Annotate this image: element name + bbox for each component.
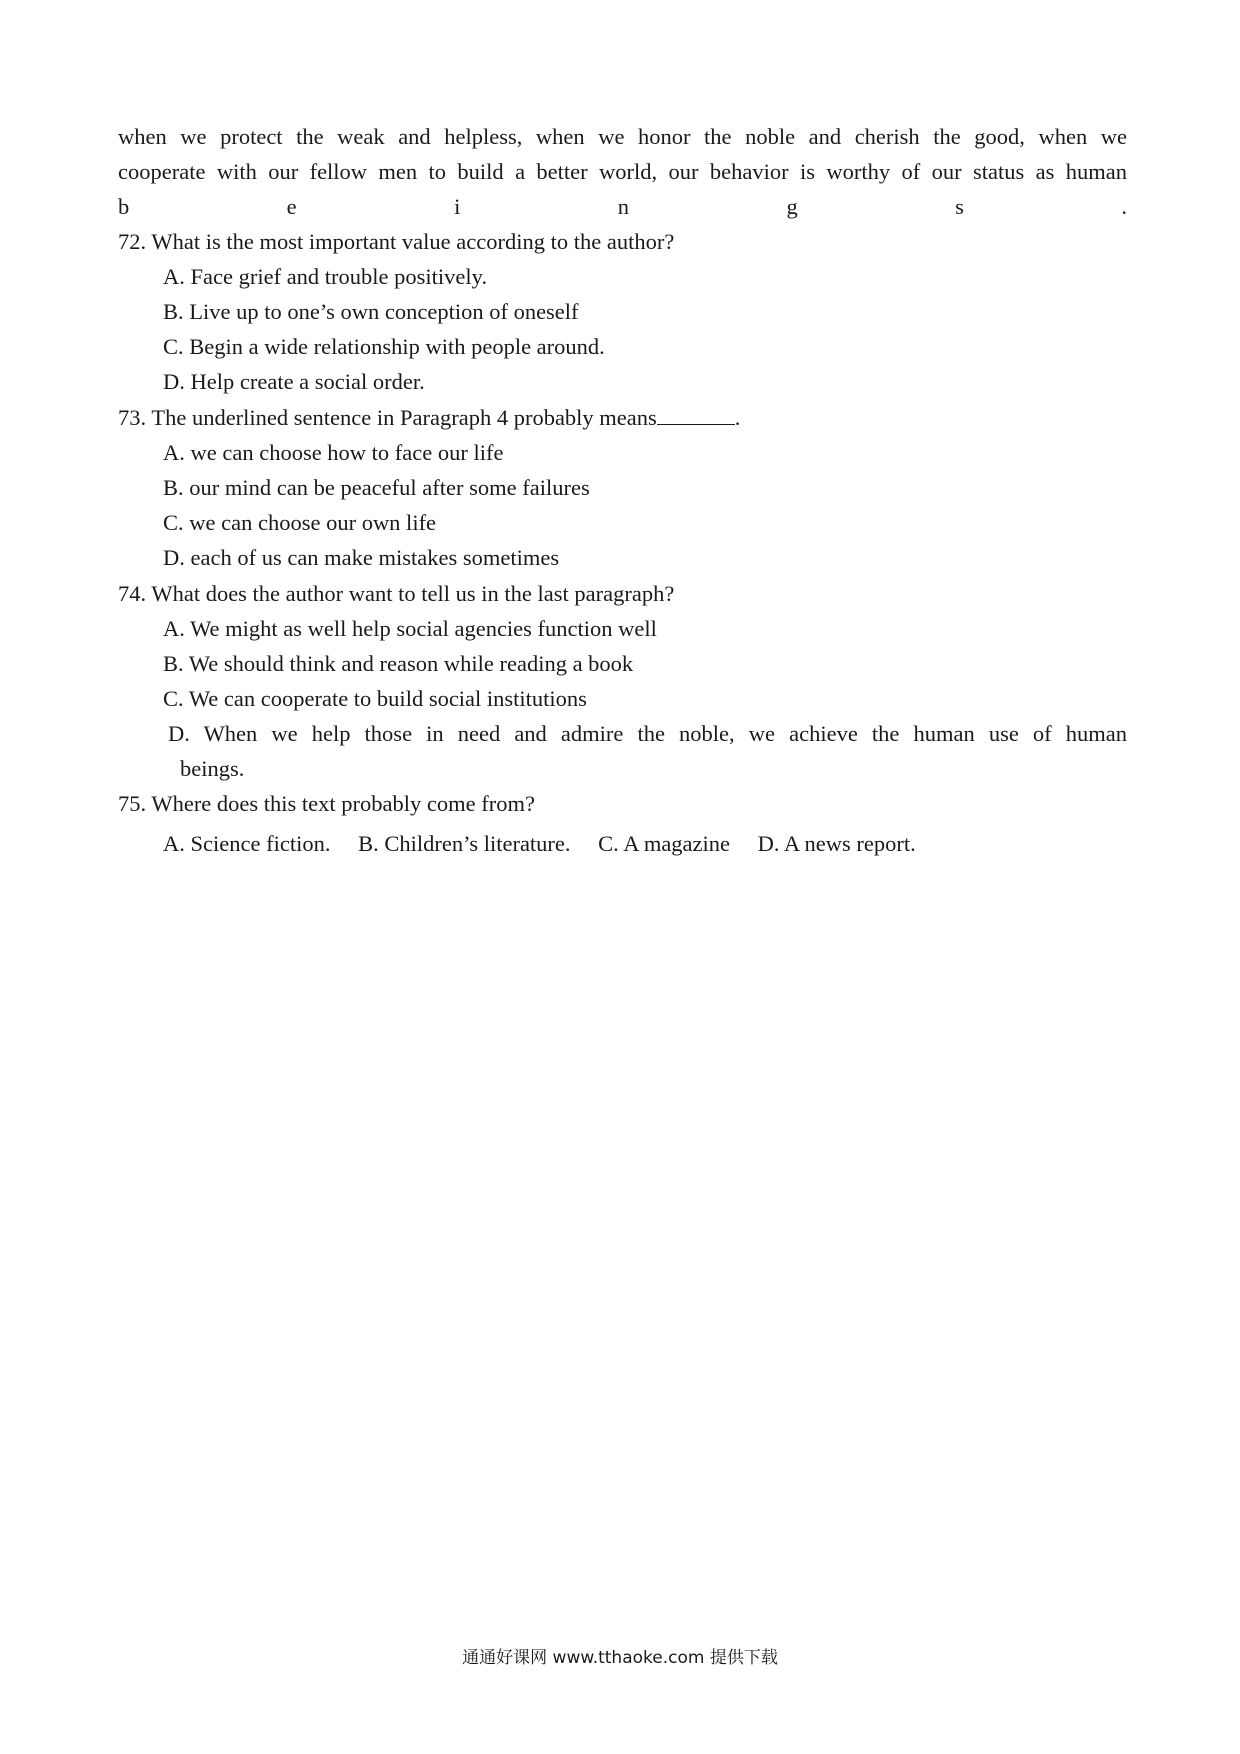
q73-option-a: A. we can choose how to face our life <box>163 440 504 465</box>
q75-option-c: C. A magazine <box>598 831 731 856</box>
passage-line-2: cooperate with our fellow men to build a better world, our behavior is worthy of our status as human <box>118 159 1127 184</box>
question-73-text: 73. The underlined sentence in Paragraph 4 probably means <box>118 405 657 430</box>
passage-letter: . <box>1121 194 1127 219</box>
question-73-period: . <box>734 405 741 430</box>
passage-letter: n <box>617 194 630 219</box>
q72-option-a: A. Face grief and trouble positively. <box>163 264 488 289</box>
q74-option-a: A. We might as well help social agencies function well <box>163 616 657 641</box>
passage-letter: b <box>118 194 130 219</box>
q73-option-b: B. our mind can be peaceful after some failures <box>163 475 590 500</box>
question-73 <box>118 403 740 433</box>
passage-letter: i <box>454 194 461 219</box>
passage-letter: s <box>955 194 964 219</box>
q73-option-d: D. each of us can make mistakes sometimes <box>163 545 560 570</box>
passage-line-3 <box>118 192 1127 222</box>
q74-option-b: B. We should think and reason while reading a book <box>163 651 634 676</box>
q74-option-d: D. When we help those in need and admire the noble, we achieve the human use of human <box>168 721 1127 746</box>
q74-option-c: C. We can cooperate to build social institutions <box>163 686 587 711</box>
passage-letter: e <box>286 194 297 219</box>
passage-line-1: when we protect the weak and helpless, when we honor the noble and cherish the good, when we <box>118 124 1127 149</box>
page-footer: 通通好课网 www.tthaoke.com 提供下载 <box>462 1648 778 1668</box>
question-74: 74. What does the author want to tell us in the last paragraph? <box>118 581 675 606</box>
q72-option-c: C. Begin a wide relationship with people around. <box>163 334 605 359</box>
question-75: 75. Where does this text probably come from? <box>118 791 535 816</box>
q74-option-d-continued: beings. <box>180 756 245 781</box>
question-72: 72. What is the most important value according to the author? <box>118 229 675 254</box>
q73-option-c: C. we can choose our own life <box>163 510 437 535</box>
q72-option-b: B. Live up to one’s own conception of oneself <box>163 299 579 324</box>
q75-options-row <box>163 829 938 859</box>
q75-option-d: D. A news report. <box>757 831 916 856</box>
passage-letter: g <box>786 194 798 219</box>
answer-blank <box>657 403 735 425</box>
q72-option-d: D. Help create a social order. <box>163 369 425 394</box>
q75-option-a: A. Science fiction. <box>163 831 331 856</box>
q75-option-b: B. Children’s literature. <box>358 831 571 856</box>
